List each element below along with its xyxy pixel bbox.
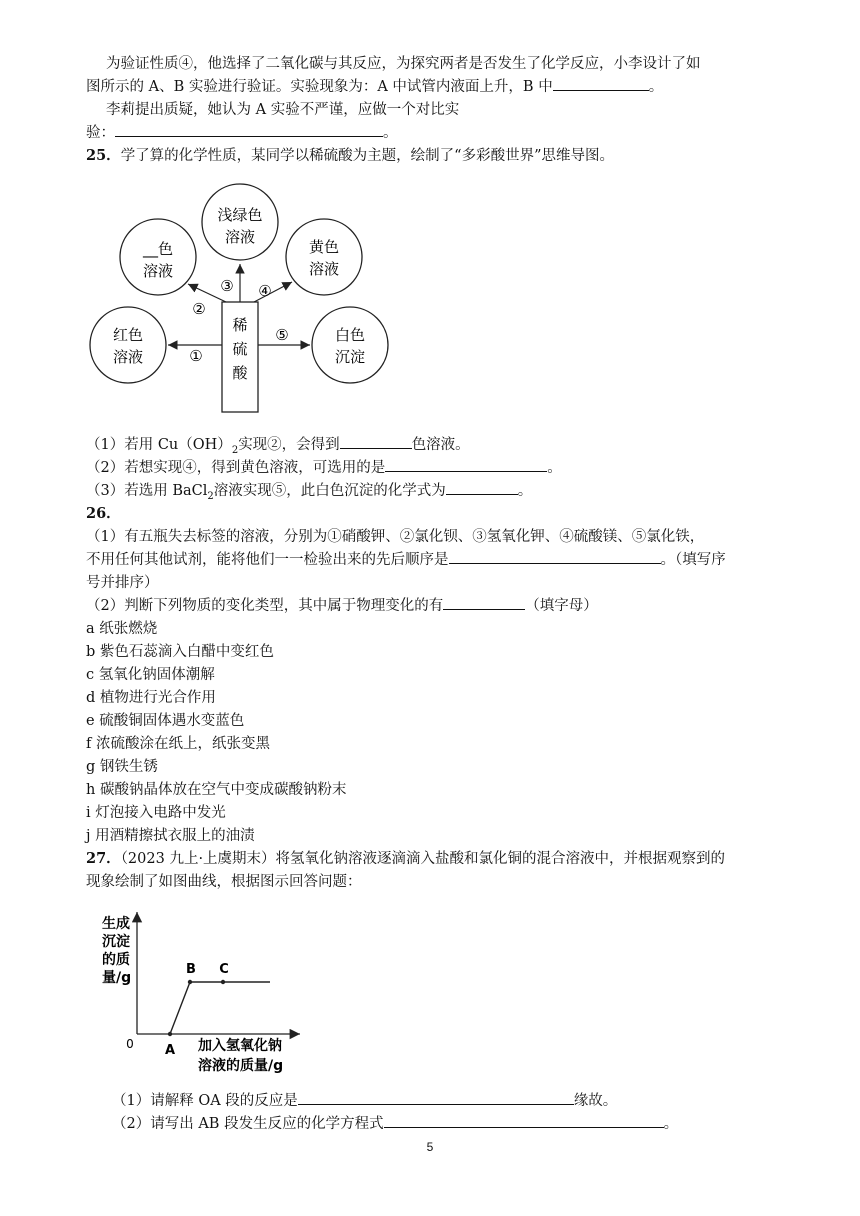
q27-stem-line-2: 现象绘制了如图曲线，根据图示回答问题： — [86, 874, 362, 890]
option-item: g 钢铁生锈 — [86, 759, 158, 775]
q25-sub-2: （2）若想实现④，得到黄色溶液，可选用的是 。 — [86, 457, 562, 479]
sulfuric-acid-mind-map — [0, 180, 860, 440]
point-a — [168, 1032, 172, 1036]
answer-blank[interactable] — [446, 480, 518, 495]
option-item: c 氢氧化钠固体潮解 — [86, 667, 215, 683]
answer-blank[interactable] — [340, 434, 412, 449]
option-item: b 紫色石蕊滴入白醋中变红色 — [86, 644, 274, 660]
q24-text-line-2: 图所示的 A、B 实验进行验证。实验现象为：A 中试管内液面上升，B 中 。 — [86, 76, 663, 98]
point-b — [188, 980, 192, 984]
x-label-2: 溶液的质量/g — [198, 1058, 284, 1074]
point-c-label: C — [219, 962, 229, 977]
answer-blank[interactable] — [384, 1113, 664, 1128]
svg-text:沉淀: 沉淀 — [334, 348, 366, 366]
q24-text-line-1: 为验证性质④，他选择了二氧化碳与其反应，为探究两者是否发生了化学反应，小李设计了如 — [106, 56, 701, 72]
center-char-2: 硫 — [232, 340, 248, 358]
q25-stem: 25．学了算的化学性质，某同学以稀硫酸为主题，绘制了“多彩酸世界”思维导图。 — [86, 147, 615, 164]
y-label-2: 沉淀 — [102, 934, 130, 950]
node-white-precipitate — [312, 307, 388, 383]
option-item: d 植物进行光合作用 — [86, 690, 216, 706]
point-b-label: B — [186, 962, 196, 977]
y-label-1: 生成 — [102, 916, 130, 932]
arrow-label-4: ④ — [258, 282, 272, 300]
point-c — [221, 980, 225, 984]
svg-text:浅绿色: 浅绿色 — [217, 206, 263, 224]
option-item: a 纸张燃烧 — [86, 621, 158, 637]
answer-blank[interactable] — [553, 76, 649, 91]
svg-text:白色: 白色 — [334, 326, 366, 344]
answer-blank[interactable] — [449, 549, 661, 564]
svg-text:溶液: 溶液 — [308, 260, 340, 278]
node-yellow-solution — [286, 219, 362, 295]
svg-text:__色: __色 — [142, 240, 174, 258]
node-red-solution — [90, 307, 166, 383]
option-item: e 硫酸铜固体遇水变蓝色 — [86, 713, 245, 729]
point-a-label: A — [164, 1043, 176, 1058]
arrow-label-5: ⑤ — [275, 326, 289, 344]
x-label-1: 加入氢氧化钠 — [198, 1038, 282, 1054]
arrow-label-2: ② — [192, 300, 206, 318]
question-number: 25． — [86, 147, 121, 164]
precipitate-curve — [170, 982, 270, 1034]
precipitate-mass-graph — [0, 900, 860, 1090]
q27-sub-1: （1）请解释 OA 段的反应是 缘故。 — [112, 1090, 617, 1112]
svg-text:溶液: 溶液 — [112, 348, 144, 366]
q26-number: 26． — [86, 505, 121, 522]
svg-text:黄色: 黄色 — [308, 238, 340, 256]
page-number: 5 — [426, 1140, 434, 1154]
y-label-3: 的质 — [102, 952, 130, 968]
svg-text:溶液: 溶液 — [142, 262, 174, 280]
arrow-label-1: ① — [189, 347, 203, 365]
q26-sub-1-line-3: 号并排序） — [86, 575, 159, 591]
q26-sub-2: （2）判断下列物质的变化类型，其中属于物理变化的有 （填字母） — [86, 595, 598, 617]
q24-text-line-3: 李莉提出质疑，她认为 A 实验不严谨，应做一个对比实 — [106, 102, 460, 118]
option-item: i 灯泡接入电路中发光 — [86, 805, 226, 821]
q26-sub-1-line-2: 不用任何其他试剂，能将他们一一检验出来的先后顺序是 。（填写序 — [86, 549, 726, 571]
option-item: f 浓硫酸涂在纸上，纸张变黑 — [86, 736, 270, 752]
svg-text:溶液: 溶液 — [224, 228, 256, 246]
answer-blank[interactable] — [298, 1090, 574, 1105]
answer-blank[interactable] — [385, 457, 547, 472]
answer-blank[interactable] — [443, 595, 525, 610]
center-char-3: 酸 — [232, 364, 248, 382]
q25-sub-1: （1）若用 $Cu(OH)_2$实现②，会得到 色溶液。 — [86, 434, 470, 462]
center-char-1: 稀 — [232, 316, 248, 334]
arrow-label-3: ③ — [220, 277, 234, 295]
option-item: j 用酒精擦拭衣服上的油渍 — [86, 828, 255, 844]
answer-blank[interactable] — [115, 122, 383, 137]
q25-sub-3: （3）若选用 BaCl$_2$溶液实现⑤，此白色沉淀的化学式为 。 — [86, 480, 532, 508]
q26-sub-1-line-1: （1）有五瓶失去标签的溶液，分别为①硝酸钾、②氯化钡、③氢氧化钾、④硫酸镁、⑤氯化铁， — [86, 529, 705, 545]
option-item: h 碳酸钠晶体放在空气中变成碳酸钠粉末 — [86, 782, 347, 798]
y-label-4: 量/g — [102, 970, 132, 986]
question-number: 27． — [86, 850, 121, 867]
svg-text:红色: 红色 — [112, 326, 144, 344]
origin-label: 0 — [126, 1037, 134, 1051]
q27-sub-2: （2）请写出 AB 段发生反应的化学方程式 。 — [112, 1113, 678, 1135]
q24-text-line-4: 验： 。 — [86, 122, 398, 144]
q27-stem-line-1: 27．（2023 九上·上虞期末）将氢氧化钠溶液逐滴滴入盐酸和氯化铜的混合溶液中，并根据观察到的 — [86, 850, 726, 867]
